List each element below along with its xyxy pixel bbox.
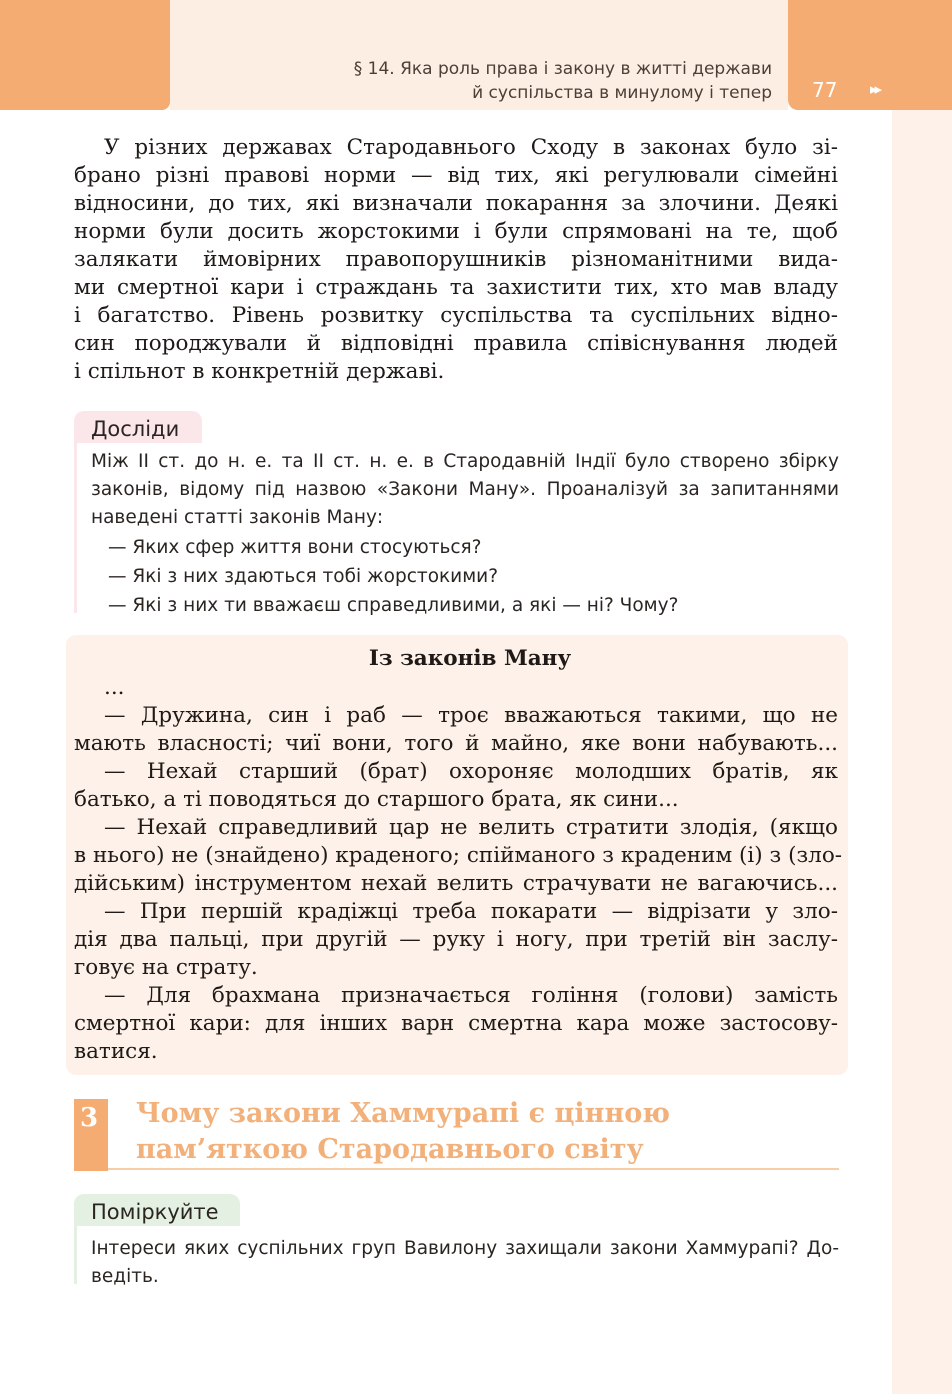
- source-line: дія два пальці, при другій — руку і ногу, при третій він заслу-: [74, 927, 838, 952]
- research-question: — Які з них здаються тобі жорстокими?: [108, 566, 499, 587]
- research-line: законів, відому під назвою «Закони Ману». Проаналізуй за запитаннями: [91, 479, 839, 500]
- intro-line: ми смертної кари і страждань та захистити тих, хто мав владу: [74, 275, 838, 300]
- intro-line: У різних державах Стародавнього Сходу в законах було зі-: [104, 135, 838, 160]
- source-title: Із законів Ману: [368, 646, 572, 671]
- source-line: ...: [104, 675, 125, 700]
- source-line: дійським) інструментом нехай велить страчувати не вагаючись...: [74, 871, 838, 896]
- think-label: Поміркуйте: [74, 1194, 240, 1226]
- research-question: — Яких сфер життя вони стосуються?: [108, 537, 482, 558]
- intro-line: брано різні правові норми — від тих, які регулювали сімейні: [74, 163, 838, 188]
- source-line: говує на страту.: [74, 955, 258, 980]
- intro-line: і спільнот в конкретній державі.: [74, 359, 445, 384]
- source-line: — Для брахмана призначається гоління (голови) замість: [104, 983, 838, 1008]
- page-margin-stripe: [892, 0, 952, 1394]
- running-header-line-2: й суспільства в минулому і тепер: [472, 83, 772, 103]
- research-question: — Які з них ти вважаєш справедливими, а які — ні? Чому?: [108, 595, 679, 616]
- intro-line: залякати ймовірних правопорушників різноманітними вида-: [74, 247, 838, 272]
- source-line: смертної кари: для інших варн смертна кара може застосову-: [74, 1011, 838, 1036]
- source-line: — Нехай старший (брат) охороняє молодших братів, як: [104, 759, 838, 784]
- intro-line: син породжували й відповідні правила співіснування людей: [74, 331, 838, 356]
- source-line: в нього) не (знайдено) краденого; спійманого з краденим (і) з (зло-: [74, 843, 843, 868]
- source-line: — При першій крадіжці треба покарати — відрізати у зло-: [104, 899, 838, 924]
- research-line: Між ІІ ст. до н. е. та ІІ ст. н. е. в Стародавній Індії було створено збірку: [91, 451, 839, 472]
- think-side-bar: [74, 1226, 77, 1284]
- intro-line: відносини, до тих, які визначали покарання за злочини. Деякі: [74, 191, 838, 216]
- intro-line: і багатство. Рівень розвитку суспільства та суспільних відно-: [74, 303, 838, 328]
- intro-line: норми були досить жорстокими і були спрямовані на те, щоб: [74, 219, 838, 244]
- source-line: мають власності; чиї вони, того й майно, яке вони набувають...: [74, 731, 838, 756]
- section-number: 3: [80, 1103, 99, 1133]
- header-left-tab: [0, 0, 170, 110]
- source-line: — Дружина, син і раб — троє вважаються такими, що не: [104, 703, 838, 728]
- section-heading-line-2: пам’яткою Стародавнього світу: [136, 1134, 644, 1165]
- page-number: 77: [812, 78, 838, 102]
- research-side-bar: [74, 443, 77, 613]
- research-line: наведені статті законів Ману:: [91, 507, 384, 528]
- source-line: батько, а ті поводяться до старшого брата, як сини...: [74, 787, 679, 812]
- think-line: ведіть.: [91, 1266, 159, 1287]
- running-header-line-1: § 14. Яка роль права і закону в житті держави: [353, 59, 772, 79]
- section-heading-line-1: Чому закони Хаммурапі є цінною: [136, 1098, 670, 1129]
- think-line: Інтереси яких суспільних груп Вавилону захищали закони Хаммурапі? До-: [91, 1238, 839, 1259]
- source-line: — Нехай справедливий цар не велить стратити злодія, (якщо: [104, 815, 838, 840]
- section-heading-rule: [108, 1168, 839, 1170]
- next-arrows-icon: ▸▸: [870, 80, 880, 98]
- source-line: ватися.: [74, 1039, 158, 1064]
- research-label: Досліди: [74, 411, 202, 443]
